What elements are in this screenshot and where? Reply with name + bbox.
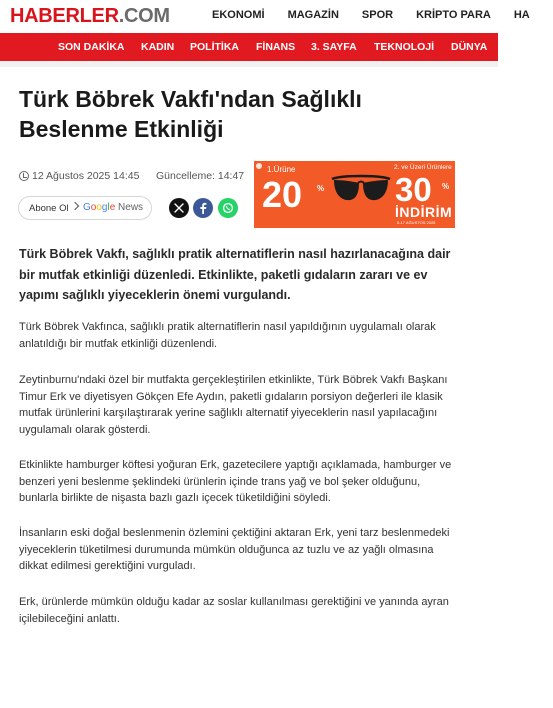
whatsapp-icon: [222, 202, 234, 214]
google-news-logo: Google News: [83, 202, 144, 213]
ad-badge-icon: [256, 163, 262, 169]
logo-text: HABERLER: [10, 5, 119, 27]
x-icon: [174, 203, 184, 213]
ad-footnote: 6-17 AĞUSTOS 2025: [397, 220, 436, 225]
facebook-icon: [198, 202, 208, 214]
ad-percent-first: %: [317, 184, 325, 193]
ad-discount-label: İNDİRİM: [395, 204, 453, 220]
top-nav-more[interactable]: HA: [513, 9, 530, 21]
nav-divider: [0, 61, 498, 67]
article-paragraph: İnsanların eski doğal beslenmenin özlemini çektiğini aktaran Erk, yeni tarz beslenmedeki yiyeceklerin tüketilmesi durumunda mümkün olduğunca az tuzlu ve az yağlı olmasına dikkat edilmesi gerektiğini vurguladı.: [19, 527, 450, 572]
category-politika[interactable]: POLİTİKA: [190, 41, 239, 53]
google-news-follow-button[interactable]: [18, 196, 152, 220]
share-x-button[interactable]: [169, 198, 189, 218]
article-paragraph: Zeytinburnu'ndaki özel bir mutfakta gerçekleştirilen etkinlikte, Türk Böbrek Vakfı Başkanı Timur Erk ve diyetisyen Gökçen Efe Aydın, paketli gıdaların porsiyon değerleri ile klasik mutfak ürünlerini karşılaştırarak yerine sağlıklı alternatif yiyeceklerin nasıl yapılacağını uygulamalı olarak gösterdi.: [19, 374, 448, 436]
category-3-sayfa[interactable]: 3. SAYFA: [311, 41, 357, 53]
top-nav: [212, 8, 553, 22]
site-logo[interactable]: [10, 4, 170, 28]
article-paragraph: Etkinlikte hamburger köftesi yoğuran Erk, gazetecilere yaptığı açıklamada, hamburger ve benzeri yeni beslenme şeklindeki ürünlerin içinde trans yağ ve bol şeker olduğunu, bunlarla birlikte de nişasta bazlı gazlı içecek tüketildiğini söyledi.: [19, 459, 452, 504]
follow-label: Abone Ol: [29, 203, 69, 214]
category-dunya[interactable]: DÜNYA: [451, 41, 488, 53]
ad-discount-second: 30: [395, 171, 432, 208]
clock-icon: [19, 171, 29, 181]
category-kadin[interactable]: KADIN: [141, 41, 175, 53]
chevron-right-icon: [71, 202, 79, 210]
category-son-dakika[interactable]: SON DAKİKA: [58, 41, 125, 53]
share-whatsapp-button[interactable]: [218, 198, 238, 218]
article-paragraph: Türk Böbrek Vakfınca, sağlıklı pratik alternatiflerin nasıl yapıldığının uygulamalı olarak anlatıldığı bir mutfak etkinliği düzenlendi.: [19, 321, 436, 350]
ad-text-next-items: 2. ve Üzeri Ürünlere: [394, 164, 452, 171]
category-nav: [0, 33, 498, 61]
publish-date: 12 Ağustos 2025 14:45: [32, 170, 140, 182]
logo-domain: .COM: [118, 5, 170, 27]
article-title: Türk Böbrek Vakfı'ndan Sağlıklı Beslenme Etkinliği: [19, 86, 362, 142]
ad-text-first-item: 1.Ürüne: [267, 165, 296, 174]
top-nav-spor[interactable]: SPOR: [361, 9, 394, 21]
advertisement-banner[interactable]: [254, 161, 455, 228]
category-finans[interactable]: FİNANS: [256, 41, 296, 53]
top-nav-kripto-para[interactable]: KRİPTO PARA: [416, 9, 491, 21]
ad-percent-second: %: [442, 182, 450, 191]
update-time: Güncelleme: 14:47: [156, 170, 245, 182]
top-nav-ekonomi[interactable]: EKONOMİ: [212, 9, 265, 21]
category-teknoloji[interactable]: TEKNOLOJİ: [374, 41, 435, 53]
site-header: [0, 0, 530, 33]
article-lead: Türk Böbrek Vakfı, sağlıklı pratik alternatiflerin nasıl hazırlanacağına dair bir mutfak etkinliği düzenledi. Etkinlikte, paketli gıdaların zararı ve ev yapımı sağlıklı yiyeceklerin önemi vurgulandı.: [19, 247, 451, 302]
ad-discount-first: 20: [262, 174, 303, 215]
share-facebook-button[interactable]: [193, 198, 213, 218]
top-nav-magazin[interactable]: MAGAZİN: [287, 9, 339, 21]
article-paragraph: Erk, ürünlerde mümkün olduğu kadar az soslar kullanılması gerektiğini ve yanında ayran içilebileceğini anlattı.: [19, 596, 449, 625]
sunglasses-icon: [330, 171, 392, 207]
